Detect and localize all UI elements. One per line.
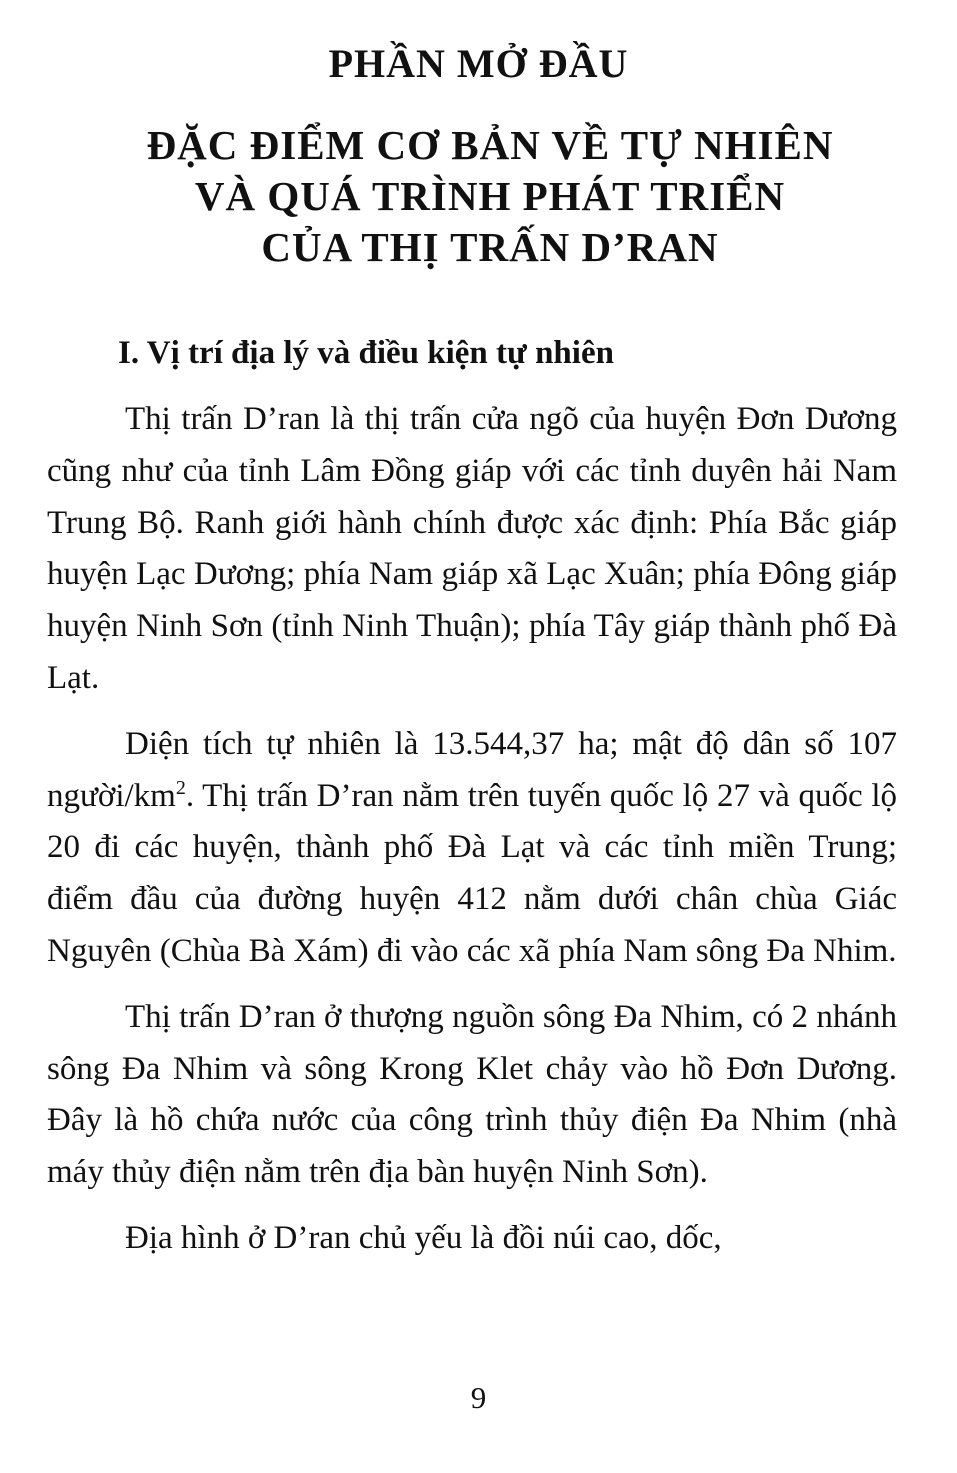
body-text [47,394,897,1279]
paragraph-terrain: Địa hình ở D’ran chủ yếu là đồi núi cao, dốc, [125,1219,722,1256]
part-title: PHẦN MỞ ĐẦU [328,41,629,86]
page-number: 9 [470,1380,487,1415]
paragraph-area-text-2: . Thị trấn D’ran nằm trên tuyến quốc lộ 27 và quốc lộ 20 đi các huyện, thành phố Đà Lạt và các tỉnh miền Trung; điểm đầu của đường huyện 412 nằm dưới chân chùa Giác Nguyên (Chùa Bà Xám) đi vào các xã phía Nam sông Đa Nhim. [47,777,897,969]
chapter-title-line-2: VÀ QUÁ TRÌNH PHÁT TRIỂN [194,173,786,219]
paragraph-area [47,719,897,978]
chapter-title [80,120,900,273]
paragraph-river: Thị trấn D’ran ở thượng nguồn sông Đa Nhim, có 2 nhánh sông Đa Nhim và sông Krong Klet chảy vào hồ Đơn Dương. Đây là hồ chứa nước của công trình thủy điện Đa Nhim (nhà máy thủy điện nằm trên địa bàn huyện Ninh Sơn). [47,998,897,1191]
chapter-title-line-3: CỦA THỊ TRẤN D’RAN [261,224,719,270]
section-heading: I. Vị trí địa lý và điều kiện tự nhiên [118,335,614,371]
paragraph-location: Thị trấn D’ran là thị trấn cửa ngõ của huyện Đơn Dương cũng như của tỉnh Lâm Đồng giáp với các tỉnh duyên hải Nam Trung Bộ. Ranh giới hành chính được xác định: Phía Bắc giáp huyện Lạc Dương; phía Nam giáp xã Lạc Xuân; phía Đông giáp huyện Ninh Sơn (tỉnh Ninh Thuận); phía Tây giáp thành phố Đà Lạt. [47,401,897,696]
paragraph-area-text-1: Diện tích tự nhiên là 13.544,37 ha; mật độ dân số 107 người/km [47,725,897,814]
chapter-title-line-1: ĐẶC ĐIỂM CƠ BẢN VỀ TỰ NHIÊN [146,122,834,168]
superscript-exponent: 2 [175,776,186,799]
